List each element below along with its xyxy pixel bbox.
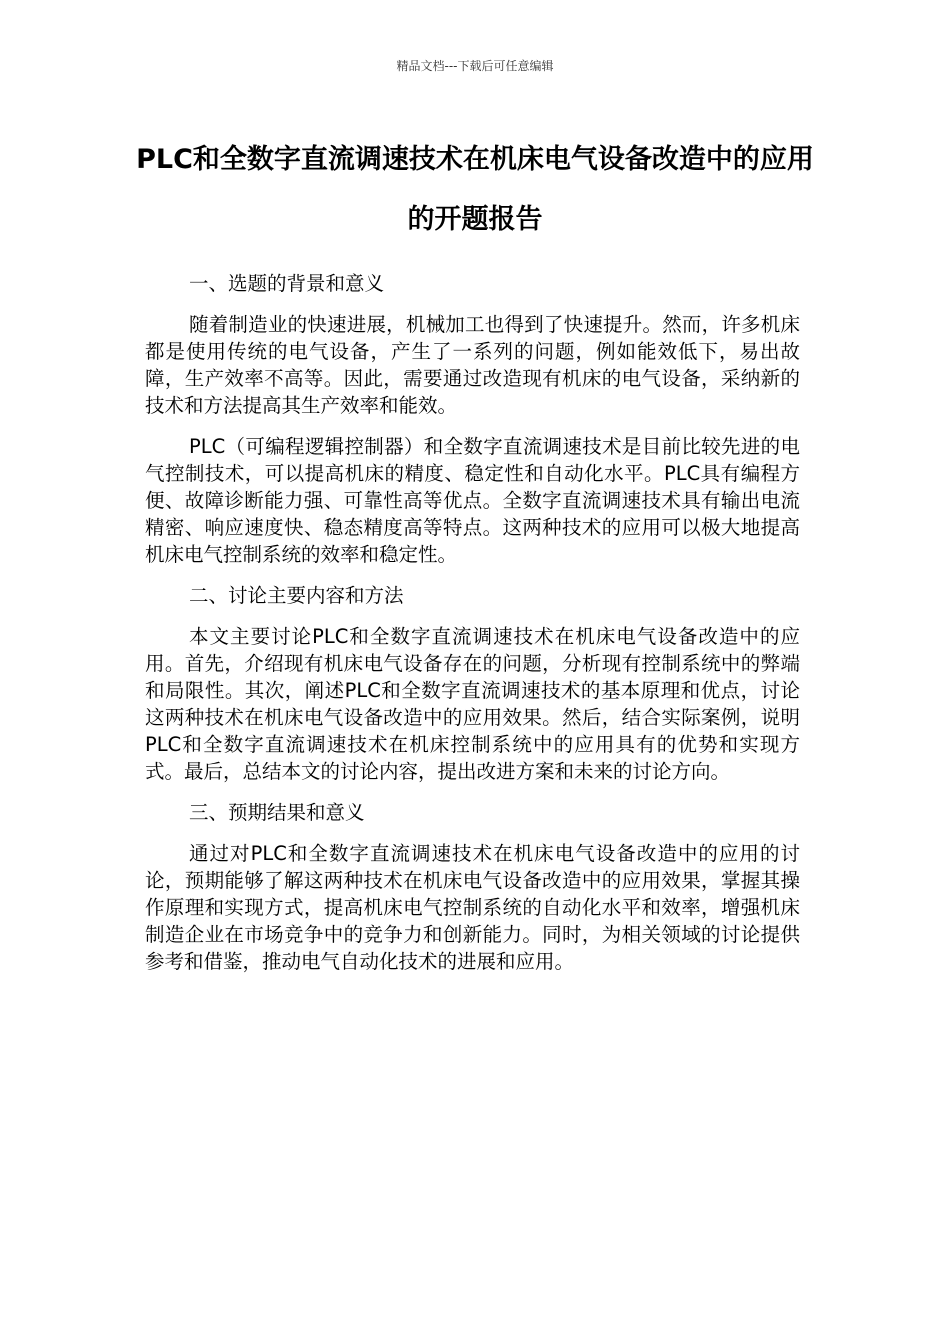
paragraph: 通过对PLC和全数字直流调速技术在机床电气设备改造中的应用的讨论，预期能够了解这两种技术在机床电气设备改造中的应用效果，掌握其操作原理和实现方式，提高机床电气控制系统的自动化水平和效率，增强机床制造企业在市场竞争中的竞争力和创新能力。同时，为相关领域的讨论提供参考和借鉴，推动电气自动化技术的进展和应用。 — [145, 842, 800, 973]
section-heading: 二、讨论主要内容和方法 — [189, 584, 404, 607]
paragraph: PLC（可编程逻辑控制器）和全数字直流调速技术是目前比较先进的电气控制技术，可以提高机床的精度、稳定性和自动化水平。PLC具有编程方便、故障诊断能力强、可靠性高等优点。全数字直流调速技术具有输出电流精密、响应速度快、稳态精度高等特点。这两种技术的应用可以极大地提高机床电气控制系统的效率和稳定性。 — [145, 435, 800, 566]
document-title: PLC和全数字直流调速技术在机床电气设备改造中的应用的开题报告 — [136, 144, 814, 235]
header-note: 精品文档---下载后可任意编辑 — [396, 59, 554, 73]
document-body — [145, 270, 800, 989]
paragraph: 随着制造业的快速进展，机械加工也得到了快速提升。然而，许多机床都是使用传统的电气设备，产生了一系列的问题，例如能效低下，易出故障，生产效率不高等。因此，需要通过改造现有机床的电气设备，采纳新的技术和方法提高其生产效率和能效。 — [145, 313, 800, 417]
paragraph: 本文主要讨论PLC和全数字直流调速技术在机床电气设备改造中的应用。首先，介绍现有机床电气设备存在的问题，分析现有控制系统中的弊端和局限性。其次，阐述PLC和全数字直流调速技术的基本原理和优点，讨论这两种技术在机床电气设备改造中的应用效果。然后，结合实际案例，说明PLC和全数字直流调速技术在机床控制系统中的应用具有的优势和实现方式。最后，总结本文的讨论内容，提出改进方案和未来的讨论方向。 — [145, 625, 800, 783]
section-heading: 一、选题的背景和意义 — [189, 272, 385, 295]
section-heading: 三、预期结果和意义 — [189, 801, 365, 824]
